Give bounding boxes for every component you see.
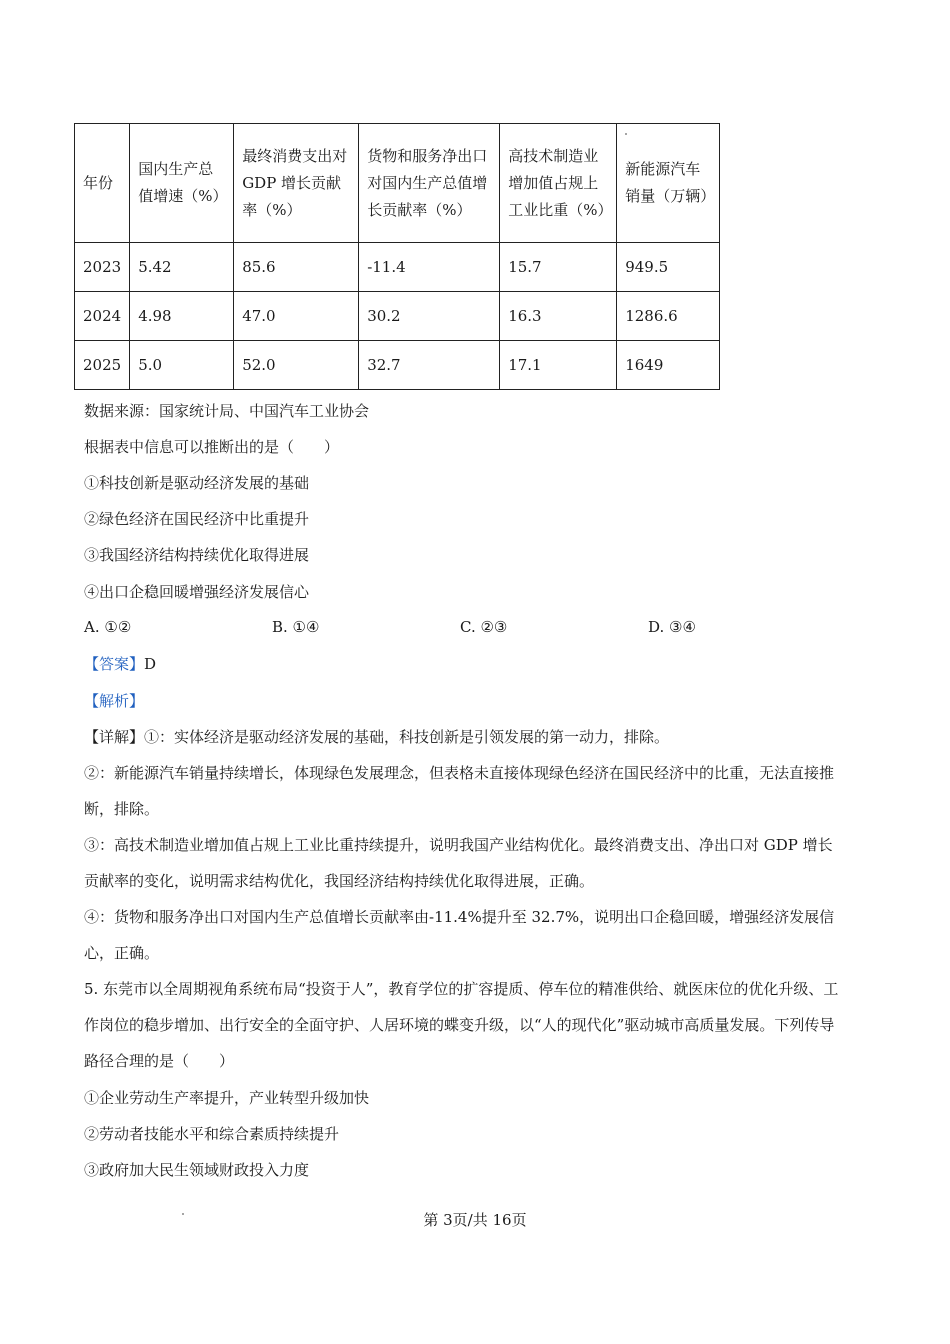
statement-item: ②绿色经济在国民经济中比重提升 [84, 510, 310, 528]
table-row [75, 341, 720, 390]
table-row [75, 243, 720, 292]
answer-line [84, 654, 156, 674]
statement-item: ③我国经济结构持续优化取得进展 [84, 546, 310, 564]
table-header-cell: 货物和服务净出口对国内生产总值增长贡献率（%） [359, 124, 500, 243]
table-header-cell: 国内生产总值增速（%） [130, 124, 234, 243]
table-header-cell: 年份 [75, 124, 130, 243]
analysis-label: 【解析】 [84, 692, 145, 710]
detail-paragraph: ③：高技术制造业增加值占规上工业比重持续提升，说明我国产业结构优化。最终消费支出、净出口对 GDP 增长贡献率的变化，说明需求结构优化，我国经济结构持续优化取得进展，正确。 [84, 836, 833, 890]
table-header-row [75, 124, 720, 243]
analysis-heading [84, 691, 144, 711]
table-cell: 1649 [617, 341, 720, 390]
table-cell: 2025 [75, 341, 130, 390]
table-cell: 47.0 [234, 292, 359, 341]
table-cell: 949.5 [617, 243, 720, 292]
table-header-cell: 新能源汽车销量（万辆） [617, 124, 720, 243]
question-5-stem: 5. 东莞市以全周期视角系统布局“投资于人”，教育学位的扩容提质、停车位的精准供给、就医床位的优化升级、工作岗位的稳步增加、出行安全的全面守护、人居环境的蝶变升级，以“人的现代化”驱动城市高质量发展。下列传导路径合理的是（ ） [84, 980, 839, 1070]
table-cell: -11.4 [359, 243, 500, 292]
option-d: D. ③④ [648, 618, 696, 636]
table-cell: 4.98 [130, 292, 234, 341]
answer-options [84, 618, 884, 638]
statement-item: ①企业劳动生产率提升，产业转型升级加快 [84, 1089, 370, 1107]
option-b: B. ①④ [272, 618, 320, 636]
table-cell: 16.3 [500, 292, 617, 341]
detail-line [84, 727, 669, 747]
data-source-note: 数据来源：国家统计局、中国汽车工业协会 [84, 402, 370, 420]
page-footer: 第 3页/共 16页 [423, 1211, 527, 1229]
table-cell: 2023 [75, 243, 130, 292]
statement-item: ①科技创新是驱动经济发展的基础 [84, 474, 310, 492]
table-cell: 85.6 [234, 243, 359, 292]
table-cell: 5.42 [130, 243, 234, 292]
table-cell: 32.7 [359, 341, 500, 390]
table-header-cell: 高技术制造业增加值占规上工业比重（%） [500, 124, 617, 243]
table-cell: 5.0 [130, 341, 234, 390]
table-header-cell: 最终消费支出对 GDP 增长贡献率（%） [234, 124, 359, 243]
table-cell: 1286.6 [617, 292, 720, 341]
detail-label: 【详解】 [84, 728, 145, 746]
table-cell: 15.7 [500, 243, 617, 292]
table-cell: 52.0 [234, 341, 359, 390]
table-cell: 17.1 [500, 341, 617, 390]
statement-item: ②劳动者技能水平和综合素质持续提升 [84, 1125, 340, 1143]
table-cell: 2024 [75, 292, 130, 341]
table-cell: 30.2 [359, 292, 500, 341]
detail-paragraph: ④：货物和服务净出口对国内生产总值增长贡献率由-11.4%提升至 32.7%，说明出口企稳回暖，增强经济发展信心，正确。 [84, 908, 835, 962]
option-c: C. ②③ [460, 618, 508, 636]
table-row [75, 292, 720, 341]
statistics-table [74, 123, 720, 390]
option-a: A. ①② [84, 618, 132, 636]
statement-item: ③政府加大民生领域财政投入力度 [84, 1161, 310, 1179]
detail-paragraph: ②：新能源汽车销量持续增长，体现绿色发展理念，但表格未直接体现绿色经济在国民经济中的比重，无法直接推断，排除。 [84, 764, 835, 818]
question-stem: 根据表中信息可以推断出的是（ ） [84, 438, 340, 456]
answer-value: D [144, 655, 157, 673]
statement-item: ④出口企稳回暖增强经济发展信心 [84, 583, 310, 601]
detail-text: ①：实体经济是驱动经济发展的基础，科技创新是引领发展的第一动力，排除。 [144, 728, 670, 746]
answer-label: 【答案】 [84, 655, 145, 673]
